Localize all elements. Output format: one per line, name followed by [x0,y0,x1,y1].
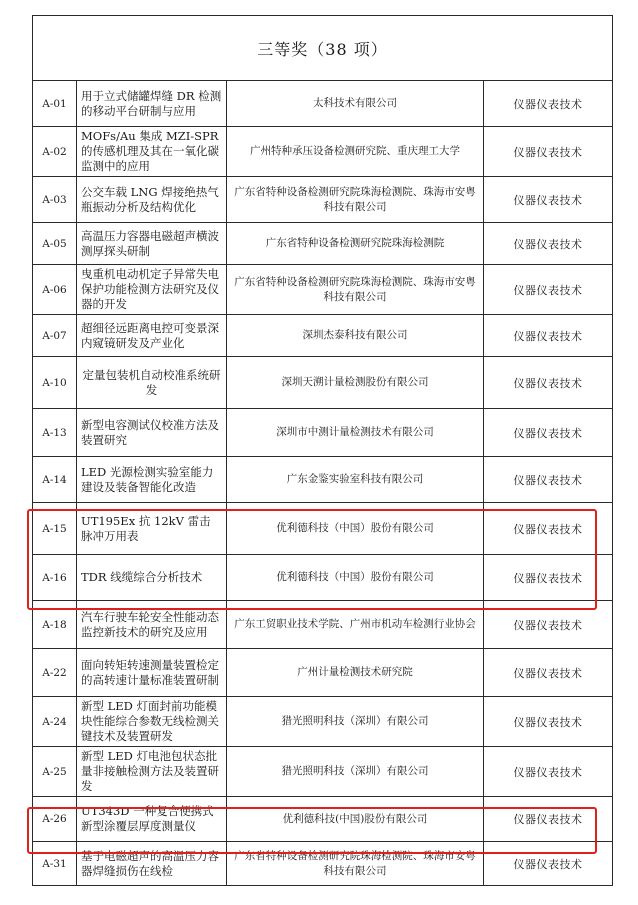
row-category: 仪器仪表技术 [484,223,613,265]
row-category: 仪器仪表技术 [484,457,613,503]
row-category: 仪器仪表技术 [484,842,613,886]
row-category: 仪器仪表技术 [484,601,613,649]
row-code: A-15 [33,503,77,555]
row-organization: 深圳市中测计量检测技术有限公司 [227,409,484,457]
row-organization: 优利德科技(中国)股份有限公司 [227,797,484,842]
row-organization: 广州特种承压设备检测研究院、重庆理工大学 [227,127,484,177]
table-row [33,697,613,747]
row-organization: 广东省特种设备检测研究院珠海检测院、珠海市安粤科技有限公司 [227,177,484,223]
table-row [33,503,613,555]
table-row [33,177,613,223]
award-table [32,15,613,886]
row-category: 仪器仪表技术 [484,315,613,357]
row-project-name: MOFs/Au 集成 MZI-SPR 的传感机理及其在一氧化碳监测中的应用 [77,127,227,177]
table-row [33,223,613,265]
row-code: A-25 [33,747,77,797]
row-category: 仪器仪表技术 [484,81,613,127]
row-project-name: UT343D 一种复合便携式新型涂覆层厚度测量仪 [77,797,227,842]
row-project-name: 基于电磁超声的高温压力容器焊缝损伤在线检 [77,842,227,886]
row-project-name: 新型 LED 灯电池包状态批量非接触检测方法及装置研发 [77,747,227,797]
row-code: A-24 [33,697,77,747]
row-category: 仪器仪表技术 [484,177,613,223]
row-project-name: 新型电容测试仪校准方法及装置研究 [77,409,227,457]
row-project-name: 定量包装机自动校准系统研发 [77,357,227,409]
row-organization: 广东省特种设备检测研究院珠海检测院、珠海市安粤科技有限公司 [227,265,484,315]
row-organization: 广东省特种设备检测研究院珠海检测院、珠海市安粤科技有限公司 [227,842,484,886]
row-code: A-26 [33,797,77,842]
table-row [33,265,613,315]
row-organization: 猎光照明科技（深圳）有限公司 [227,747,484,797]
row-project-name: LED 光源检测实验室能力建设及装备智能化改造 [77,457,227,503]
row-code: A-14 [33,457,77,503]
row-project-name: UT195Ex 抗 12kV 雷击脉冲万用表 [77,503,227,555]
row-organization: 广州计量检测技术研究院 [227,649,484,697]
row-code: A-16 [33,555,77,601]
table-row [33,601,613,649]
table-row [33,409,613,457]
row-category: 仪器仪表技术 [484,555,613,601]
row-code: A-03 [33,177,77,223]
row-category: 仪器仪表技术 [484,797,613,842]
row-project-name: 汽车行驶车轮安全性能动态监控新技术的研究及应用 [77,601,227,649]
row-category: 仪器仪表技术 [484,409,613,457]
row-category: 仪器仪表技术 [484,747,613,797]
row-project-name: TDR 线缆综合分析技术 [77,555,227,601]
row-code: A-18 [33,601,77,649]
table-body [33,81,613,886]
row-organization: 优利德科技（中国）股份有限公司 [227,555,484,601]
row-category: 仪器仪表技术 [484,503,613,555]
row-organization: 广东省特种设备检测研究院珠海检测院 [227,223,484,265]
row-organization: 广东金鉴实验室科技有限公司 [227,457,484,503]
row-organization: 优利德科技（中国）股份有限公司 [227,503,484,555]
row-code: A-10 [33,357,77,409]
table-row [33,747,613,797]
row-organization: 猎光照明科技（深圳）有限公司 [227,697,484,747]
row-code: A-06 [33,265,77,315]
row-project-name: 超细径远距离电控可变景深内窥镜研发及产业化 [77,315,227,357]
row-code: A-31 [33,842,77,886]
table-row [33,555,613,601]
table-row [33,315,613,357]
row-organization: 广东工贸职业技术学院、广州市机动车检测行业协会 [227,601,484,649]
row-organization: 深圳杰泰科技有限公司 [227,315,484,357]
row-project-name: 新型 LED 灯面封前功能模块性能综合参数无线检测关键技术及装置研发 [77,697,227,747]
row-organization: 深圳天溯计量检测股份有限公司 [227,357,484,409]
table-row [33,81,613,127]
row-code: A-01 [33,81,77,127]
row-code: A-13 [33,409,77,457]
row-project-name: 高温压力容器电磁超声横波测厚探头研制 [77,223,227,265]
row-category: 仪器仪表技术 [484,697,613,747]
row-code: A-02 [33,127,77,177]
row-project-name: 用于立式储罐焊缝 DR 检测的移动平台研制与应用 [77,81,227,127]
table-row [33,842,613,886]
row-project-name: 面向转矩转速测量装置检定的高转速计量标准装置研制 [77,649,227,697]
row-code: A-22 [33,649,77,697]
row-category: 仪器仪表技术 [484,127,613,177]
table-row [33,357,613,409]
table-title: 三等奖（38 项） [33,16,613,81]
title-row [33,16,613,81]
row-project-name: 公交车载 LNG 焊接绝热气瓶振动分析及结构优化 [77,177,227,223]
row-category: 仪器仪表技术 [484,265,613,315]
table-row [33,457,613,503]
row-code: A-07 [33,315,77,357]
table-row [33,797,613,842]
row-category: 仪器仪表技术 [484,357,613,409]
row-category: 仪器仪表技术 [484,649,613,697]
table-row [33,649,613,697]
table-row [33,127,613,177]
row-project-name: 曳重机电动机定子异常失电保护功能检测方法研究及仪器的开发 [77,265,227,315]
row-organization: 太科技术有限公司 [227,81,484,127]
row-code: A-05 [33,223,77,265]
